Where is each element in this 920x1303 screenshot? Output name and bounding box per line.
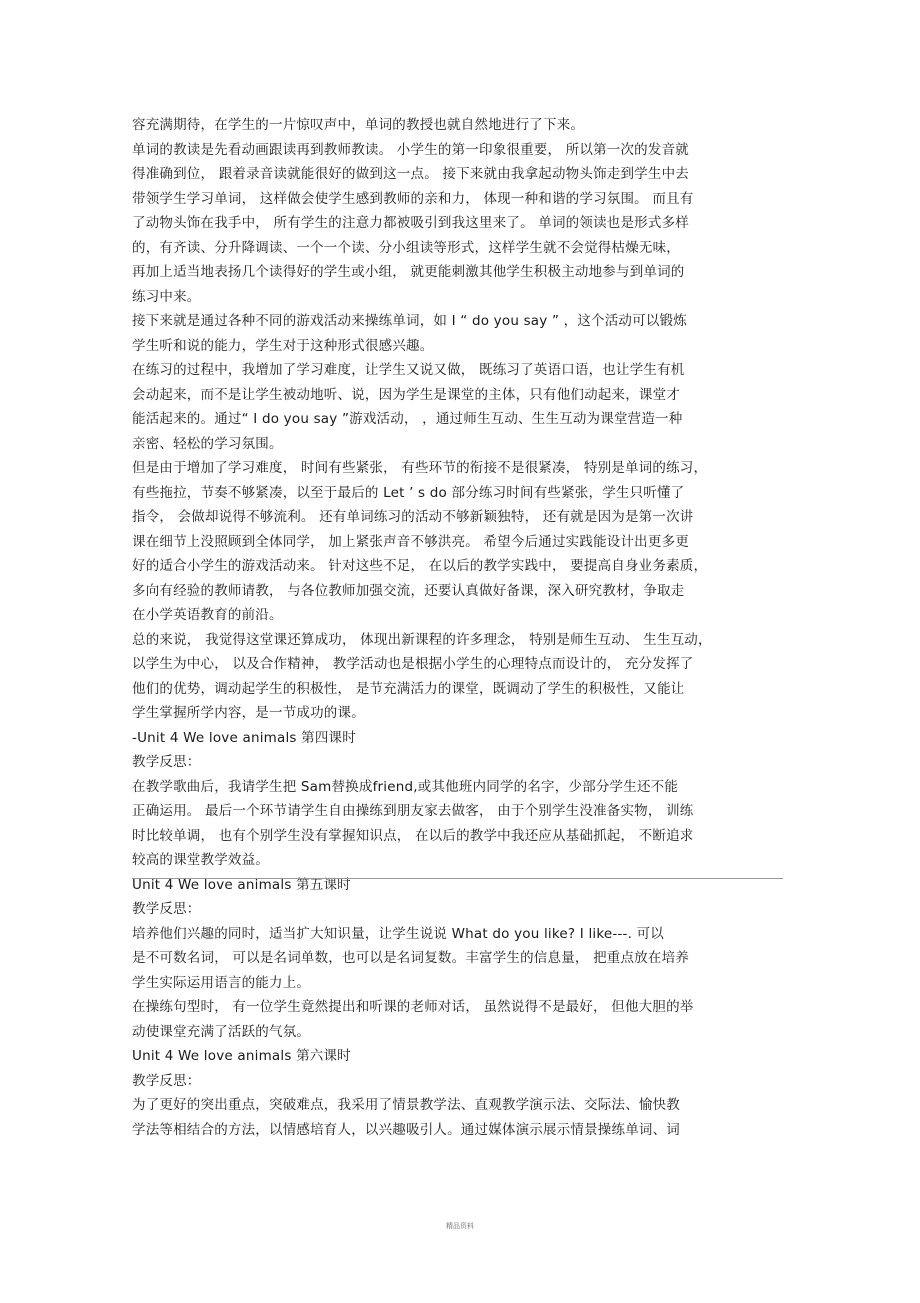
text-line: 了动物头饰在我手中， 所有学生的注意力都被吸引到我这里来了。 单词的领读也是形式多样 xyxy=(132,215,689,231)
text-line: Unit 4 We love animals 第五课时 xyxy=(132,876,351,893)
document-body xyxy=(132,113,782,1142)
page-footer: 精品资料 xyxy=(446,1222,474,1230)
text-line: 会动起来，而不是让学生被动地听、说，因为学生是课堂的主体，只有他们动起来，课堂才 xyxy=(132,386,680,403)
text-line: 他们的优势，调动起学生的积极性， 是节充满活力的课堂，既调动了学生的积极性，又能让 xyxy=(132,680,685,697)
text-line: 的，有齐读、分升降调读、一个一个读、分小组读等形式，这样学生就不会觉得枯燥无味， xyxy=(132,239,680,256)
text-line: 以学生为中心， 以及合作精神， 教学活动也是根据小学生的心理特点而设计的， 充分发挥了 xyxy=(132,656,694,672)
text-line: 单词的教读是先看动画跟读再到教师教读。 小学生的第一印象很重要， 所以第一次的发音就 xyxy=(132,141,689,158)
text-line: 课在细节上没照顾到全体同学， 加上紧张声音不够洪亮。 希望今后通过实践能设计出更多更 xyxy=(132,533,689,550)
text-line: 较高的课堂教学效益。 xyxy=(132,852,269,868)
text-line: 教学反思： xyxy=(132,1072,201,1089)
text-line: 亲密、轻松的学习氛围。 xyxy=(132,435,283,452)
text-line: 教学反思： xyxy=(132,901,201,917)
text-line: 有些拖拉，节奏不够紧凑，以至于最后的 Let ’ s do 部分练习时间有些紧张，学生只听懂了 xyxy=(132,484,685,501)
text-line: 多向有经验的教师请教， 与各位教师加强交流，还要认真做好备课，深入研究教材，争取走 xyxy=(132,582,685,599)
text-line: 教学反思： xyxy=(132,754,201,770)
text-line: 动使课堂充满了活跃的气氛。 xyxy=(132,1023,311,1040)
text-line: 好的适合小学生的游戏活动来。 针对这些不足， 在以后的教学实践中， 要提高自身业务素质， xyxy=(132,558,708,574)
text-line: 学生掌握所学内容，是一节成功的课。 xyxy=(132,705,365,721)
text-line: 学法等相结合的方法，以情感培育人，以兴趣吸引人。通过媒体演示展示情景操练单词、词 xyxy=(132,1121,680,1138)
text-line: 带领学生学习单词， 这样做会使学生感到教师的亲和力， 体现一种和谐的学习氛围。 而且有 xyxy=(132,190,694,207)
text-line: 为了更好的突出重点，突破难点，我采用了情景教学法、直观教学演示法、交际法、愉快教 xyxy=(132,1097,680,1113)
text-line: 在教学歌曲后，我请学生把 Sam替换成friend,或其他班内同学的名字，少部分学生还不能 xyxy=(132,778,679,795)
text-line: 容充满期待，在学生的一片惊叹声中，单词的教授也就自然地进行了下来。 xyxy=(132,117,585,133)
text-line: 但是由于增加了学习难度， 时间有些紧张， 有些环节的衔接不是很紧凑， 特别是单词的练习， xyxy=(132,460,708,476)
text-line: 学生听和说的能力，学生对于这种形式很感兴趣。 xyxy=(132,337,434,354)
text-line: 再加上适当地表扬几个读得好的学生或小组， 就更能刺激其他学生积极主动地参与到单词的 xyxy=(132,264,685,280)
text-line: 在操练句型时， 有一位学生竟然提出和听课的老师对话， 虽然说得不是最好， 但他大胆的举 xyxy=(132,999,694,1015)
text-line: 总的来说， 我觉得这堂课还算成功， 体现出新课程的许多理念， 特别是师生互动、 生生互动， xyxy=(132,631,712,648)
horizontal-divider xyxy=(132,878,783,879)
text-line: 时比较单调， 也有个别学生没有掌握知识点， 在以后的教学中我还应从基础抓起， 不断追求 xyxy=(132,827,694,844)
text-line: 在练习的过程中，我增加了学习难度，让学生又说又做， 既练习了英语口语，也让学生有机 xyxy=(132,362,685,378)
text-line: -Unit 4 We love animals 第四课时 xyxy=(132,729,356,746)
text-line: 在小学英语教育的前沿。 xyxy=(132,607,283,623)
text-line: 学生实际运用语言的能力上。 xyxy=(132,974,311,991)
text-line: 接下来就是通过各种不同的游戏活动来操练单词，如 I “ do you say ” ，这个活动可以锻炼 xyxy=(132,313,687,329)
text-line: 指令， 会做却说得不够流利。 还有单词练习的活动不够新颖独特， 还有就是因为是第一次讲 xyxy=(132,509,694,525)
text-line: 练习中来。 xyxy=(132,288,201,305)
text-line: 是不可数名词， 可以是名词单数，也可以是名词复数。丰富学生的信息量， 把重点放在培养 xyxy=(132,950,689,966)
text-line: 正确运用。 最后一个环节请学生自由操练到朋友家去做客， 由于个别学生没准备实物， 训练 xyxy=(132,803,694,819)
text-line: 能活起来的。通过“ I do you say ”游戏活动， ，通过师生互动、生生互动为课堂营造一种 xyxy=(132,411,683,427)
text-line: 得准确到位， 跟着录音读就能很好的做到这一点。 接下来就由我拿起动物头饰走到学生中去 xyxy=(132,166,689,182)
text-line: 培养他们兴趣的同时，适当扩大知识量，让学生说说 What do you like? I like---. 可以 xyxy=(132,925,664,942)
text-line: Unit 4 We love animals 第六课时 xyxy=(132,1048,351,1064)
